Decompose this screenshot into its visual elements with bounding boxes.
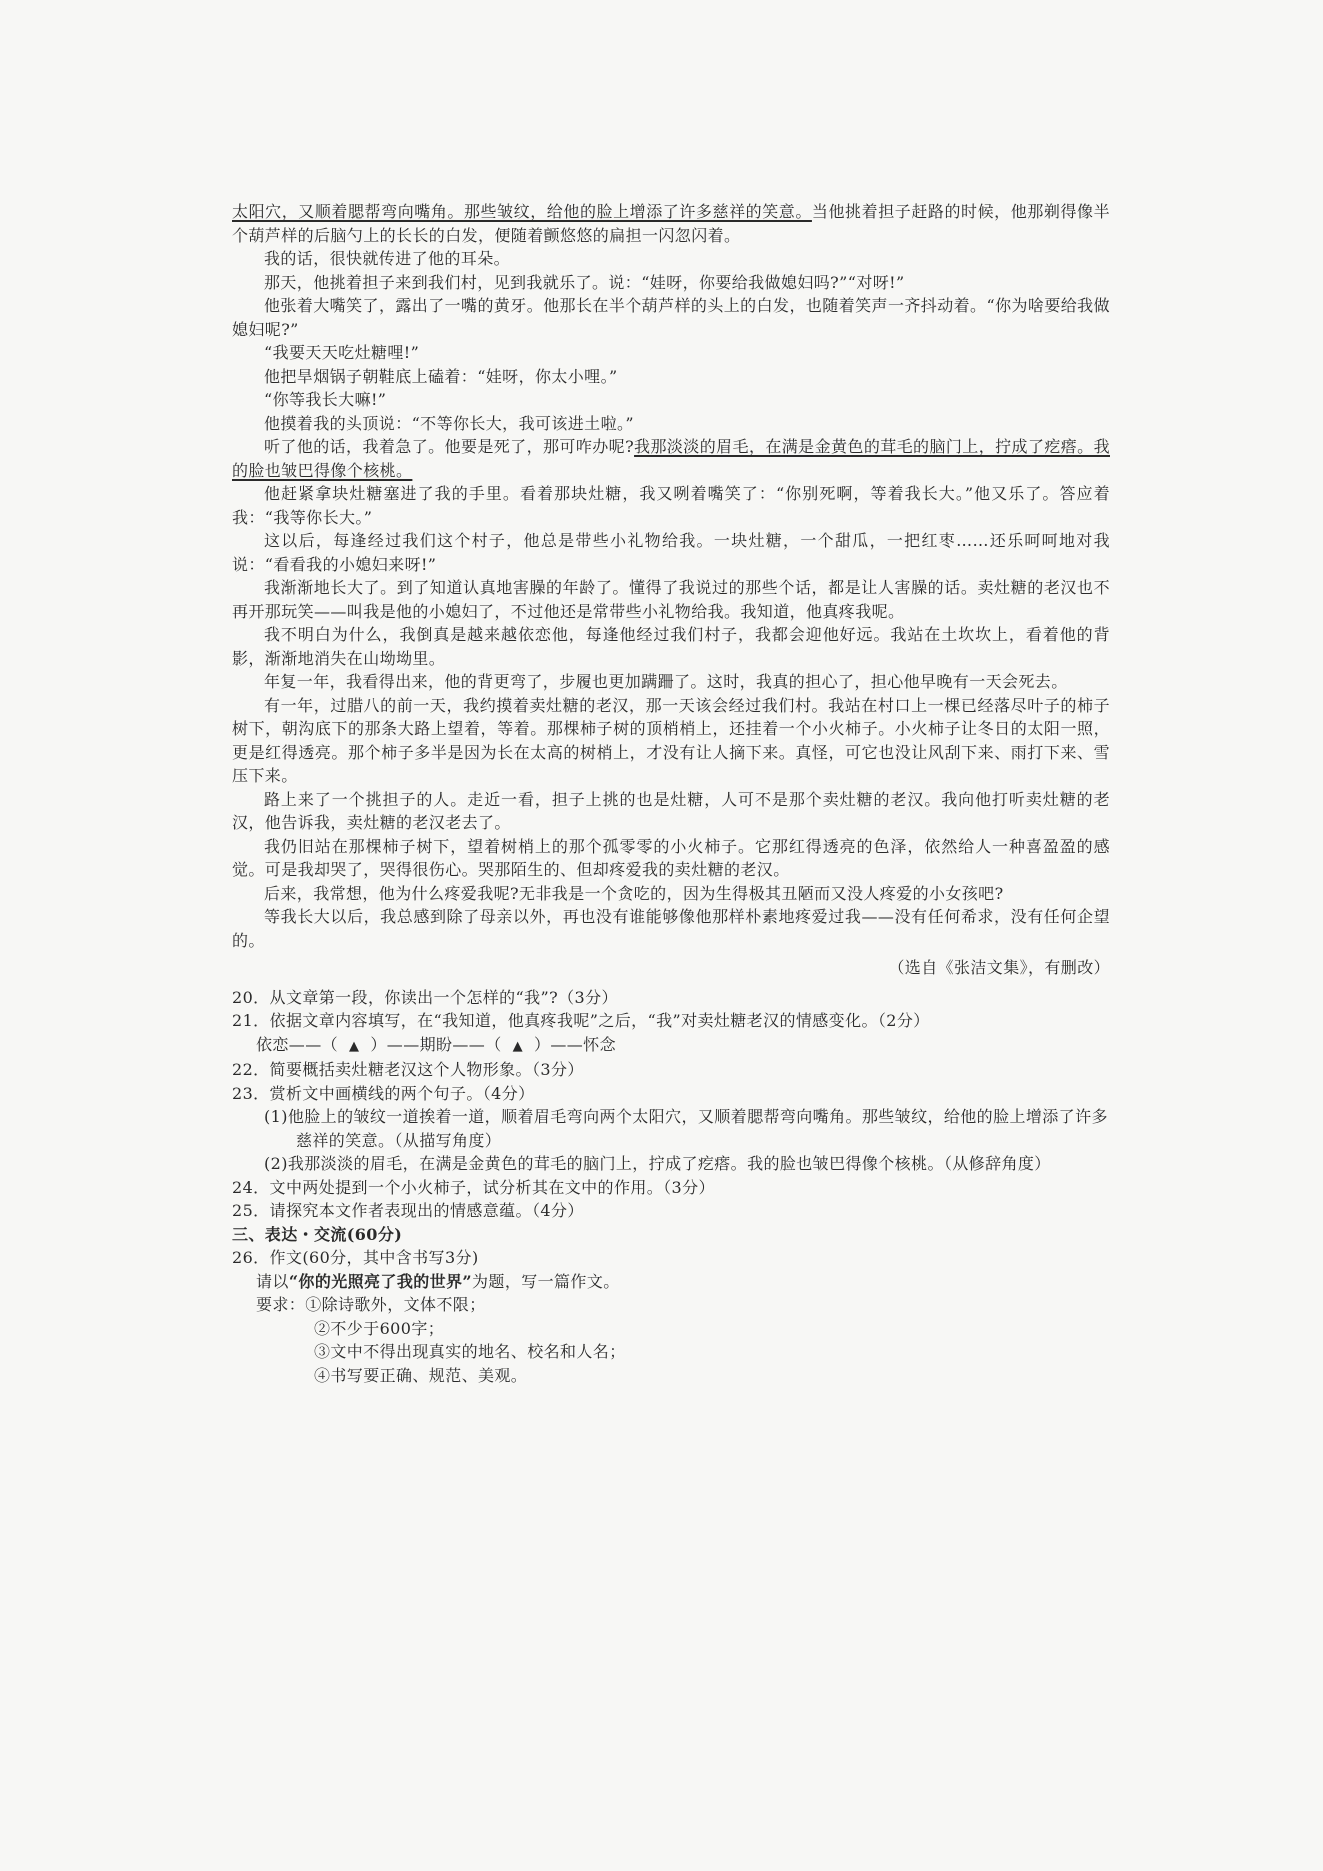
- requirement-4: ④书写要正确、规范、美观。: [314, 1365, 528, 1385]
- paragraph-6: 他把旱烟锅子朝鞋底上磕着：“娃呀，你太小哩。”: [264, 366, 618, 386]
- requirement-2: ②不少于600字；: [314, 1318, 445, 1338]
- underlined-sentence-2: 我那淡淡的眉毛，在满是金黄色的茸毛的脑门上，拧成了疙瘩。我的脸也皱巴得像个核桃。: [232, 437, 1110, 480]
- paragraph-17: 我仍旧站在那棵柿子树下，望着树梢上的那个孤零零的小火柿子。它那红得透亮的色泽，依然给人一种喜盈盈的感觉。可是我却哭了，哭得很伤心。哭那陌生的、但却疼爱我的卖灶糖的老汉。: [232, 836, 1110, 879]
- question-23-part-1: (1)他脸上的皱纹一道挨着一道，顺着眉毛弯向两个太阳穴，又顺着腮帮弯向嘴角。那些皱纹，给他的脸上增添了许多慈祥的笑意。（从描写角度）: [264, 1107, 1108, 1150]
- underlined-sentence-1: 太阳穴，又顺着腮帮弯向嘴角。那些皱纹，给他的脸上增添了许多慈祥的笑意。: [232, 202, 812, 221]
- paragraph-19: 等我长大以后，我总感到除了母亲以外，再也没有谁能够像他那样朴素地疼爱过我——没有任何希求，没有任何企望的。: [232, 907, 1110, 950]
- question-26: 26．作文(60分，其中含书写3分): [232, 1248, 479, 1267]
- paragraph-13: 我不明白为什么，我倒真是越来越依恋他，每逢他经过我们村子，我都会迎他好远。我站在土坎坎上，看着他的背影，渐渐地消失在山坳坳里。: [232, 625, 1110, 668]
- paragraph-18: 后来，我常想，他为什么疼爱我呢?无非我是一个贪吃的，因为生得极其丑陋而又没人疼爱的小女孩吧?: [264, 883, 1004, 903]
- paragraph-4: 他张着大嘴笑了，露出了一嘴的黄牙。他那长在半个葫芦样的头上的白发，也随着笑声一齐抖动着。“你为啥要给我做媳妇呢?”: [232, 296, 1110, 339]
- exam-page: [232, 200, 1110, 1387]
- requirement-1: 要求：①除诗歌外，文体不限；: [256, 1295, 486, 1314]
- paragraph-1: [232, 200, 1110, 247]
- triangle-icon: ▲: [349, 1038, 360, 1054]
- question-25: 25．请探究本文作者表现出的情感意蕴。（4分）: [232, 1201, 584, 1220]
- question-21-blanks: [232, 1033, 1110, 1059]
- paragraph-1-rest: 当他挑着担子赶路的时候，他那剃得像半个葫芦样的后脑勺上的长长的白发，便随着颤悠悠的扁担一闪忽闪着。: [232, 202, 1110, 245]
- paragraph-9-start: 听了他的话，我着急了。他要是死了，那可咋办呢?: [264, 437, 635, 456]
- paragraph-8: 他摸着我的头顶说：“不等你长大，我可该进土啦。”: [264, 413, 634, 433]
- blank-line-middle: ）——期盼——（: [370, 1034, 502, 1054]
- question-23: 23．赏析文中画横线的两个句子。（4分）: [232, 1083, 535, 1103]
- paragraph-5: “我要天天吃灶糖哩!”: [264, 343, 420, 362]
- paragraph-7: “你等我长大嘛!”: [264, 390, 387, 409]
- question-23-part-2: (2)我那淡淡的眉毛，在满是金黄色的茸毛的脑门上，拧成了疙瘩。我的脸也皱巴得像个核桃。（从修辞角度）: [264, 1154, 1051, 1173]
- question-20: 20．从文章第一段，你读出一个怎样的“我”?（3分）: [232, 987, 618, 1007]
- question-21: 21．依据文章内容填写，在“我知道，他真疼我呢”之后，“我”对卖灶糖老汉的情感变化。（2分）: [232, 1011, 930, 1030]
- essay-title: “你的光照亮了我的世界”: [288, 1271, 473, 1291]
- question-24: 24．文中两处提到一个小火柿子，试分析其在文中的作用。（3分）: [232, 1177, 715, 1197]
- blank-line-end: ）——怀念: [533, 1034, 616, 1054]
- essay-prompt: [232, 1270, 1110, 1294]
- section-3-heading: 三、表达・交流(60分): [232, 1224, 403, 1244]
- paragraph-14: 年复一年，我看得出来，他的背更弯了，步履也更加蹒跚了。这时，我真的担心了，担心他早晚有一天会死去。: [264, 672, 1068, 691]
- paragraph-16: 路上来了一个挑担子的人。走近一看，担子上挑的也是灶糖，人可不是那个卖灶糖的老汉。我向他打听卖灶糖的老汉，他告诉我，卖灶糖的老汉老去了。: [232, 789, 1110, 832]
- question-22: 22．简要概括卖灶糖老汉这个人物形象。（3分）: [232, 1060, 584, 1079]
- paragraph-12: 我渐渐地长大了。到了知道认真地害臊的年龄了。懂得了我说过的那些个话，都是让人害臊的话。卖灶糖的老汉也不再开那玩笑——叫我是他的小媳妇了，不过他还是常带些小礼物给我。我知道，他真疼我呢。: [232, 578, 1110, 621]
- blank-line-start: 依恋——（: [256, 1034, 339, 1054]
- requirement-3: ③文中不得出现真实的地名、校名和人名；: [314, 1342, 626, 1361]
- paragraph-15: 有一年，过腊八的前一天，我约摸着卖灶糖的老汉，那一天该会经过我们村。我站在村口上一棵已经落尽叶子的柿子树下，朝沟底下的那条大路上望着，等着。那棵柿子树的顶梢梢上，还挂着一个小火柿子。小火柿子让冬日的太阳一照，更是红得透亮。那个柿子多半是因为长在太高的树梢上，才没有让人摘下来。真怪，可它也没让风刮下来、雨打下来、雪压下来。: [232, 695, 1110, 785]
- triangle-icon: ▲: [512, 1038, 523, 1054]
- paragraph-3: 那天，他挑着担子来到我们村，见到我就乐了。说：“娃呀，你要给我做媳妇吗?”“对呀!”: [264, 272, 905, 292]
- essay-prompt-start: 请以: [256, 1271, 289, 1291]
- essay-prompt-end: 为题，写一篇作文。: [472, 1271, 620, 1291]
- paragraph-9: [232, 435, 1110, 482]
- paragraph-10: 他赶紧拿块灶糖塞进了我的手里。看着那块灶糖，我又咧着嘴笑了：“你别死啊，等着我长大。”他又乐了。答应着我：“我等你长大。”: [232, 484, 1110, 527]
- source-citation: （选自《张洁文集》，有删改）: [888, 958, 1110, 977]
- paragraph-11: 这以后，每逢经过我们这个村子，他总是带些小礼物给我。一块灶糖，一个甜瓜，一把红枣……还乐呵呵地对我说：“看看我的小媳妇来呀!”: [232, 531, 1110, 574]
- paragraph-2: 我的话，很快就传进了他的耳朵。: [264, 249, 511, 268]
